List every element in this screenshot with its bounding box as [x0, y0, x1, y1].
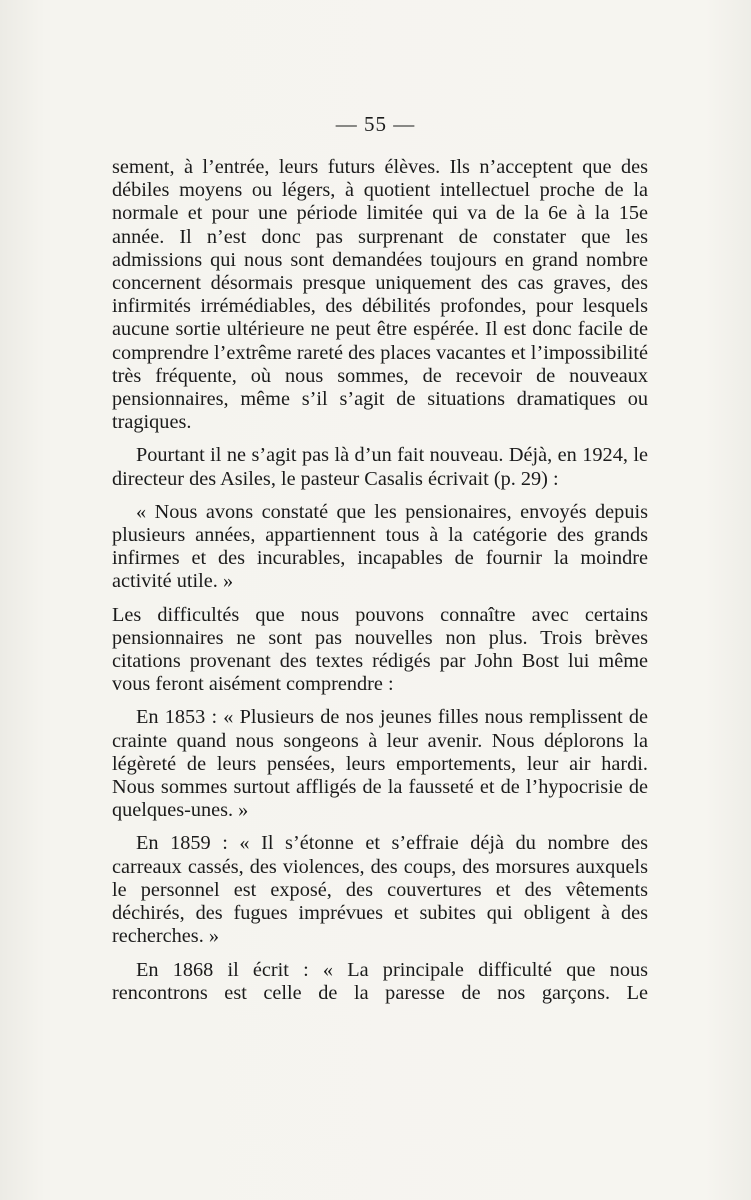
body-text: [112, 156, 648, 1015]
paragraph-4: Les difficultés que nous pouvons connaître avec certains pensionnaires ne sont pas nouvelles non plus. Trois brèves citations provenant des textes rédigés par John Bost lui même vous feront aisément comprendre :: [112, 603, 648, 696]
page-number: — 55 —: [335, 112, 416, 136]
paragraph-1: sement, à l’entrée, leurs futurs élèves. Ils n’acceptent que des débiles moyens ou légers, à quotient intellectuel proche de la normale et pour une période limitée qui va de la 6e à la 15e année. Il n’est donc pas surprenant de constater que les admissions qui nous sont demandées toujours en grand nombre concernent désormais presque uniquement des cas graves, des infirmités irrémédiables, des débilités profondes, pour lesquels aucune sortie ultérieure ne peut être espérée. Il est donc facile de comprendre l’extrême rareté des places vacantes et l’impossibilité très fréquente, où nous sommes, de recevoir de nouveaux pensionnaires, même s’il s’agit de situations dramatiques ou tragiques.: [112, 156, 648, 434]
paragraph-7-citation-1868: En 1868 il écrit : « La principale difficulté que nous rencontrons est celle de la paresse de nos garçons. Le: [112, 958, 648, 1004]
paragraph-2: Pourtant il ne s’agit pas là d’un fait nouveau. Déjà, en 1924, le directeur des Asiles, le pasteur Casalis écrivait (p. 29) :: [112, 444, 648, 490]
paragraph-5-citation-1853: En 1853 : « Plusieurs de nos jeunes filles nous remplissent de crainte quand nous songeons à leur avenir. Nous déplorons la légèreté de leurs pensées, leurs emportements, leur air hardi. Nous sommes surtout affligés de la fausseté et de l’hypocrisie de quelques-unes. »: [112, 706, 648, 822]
paragraph-3-quote: « Nous avons constaté que les pensionaires, envoyés depuis plusieurs années, appartiennent tous à la catégorie des grands infirmes et des incurables, incapables de fournir la moindre activité utile. »: [112, 500, 648, 593]
paragraph-6-citation-1859: En 1859 : « Il s’étonne et s’effraie déjà du nombre des carreaux cassés, des violences, des coups, des morsures auxquels le personnel est exposé, des couvertures et des vêtements déchirés, des fugues imprévues et subites qui obligent à des recherches. »: [112, 832, 648, 948]
